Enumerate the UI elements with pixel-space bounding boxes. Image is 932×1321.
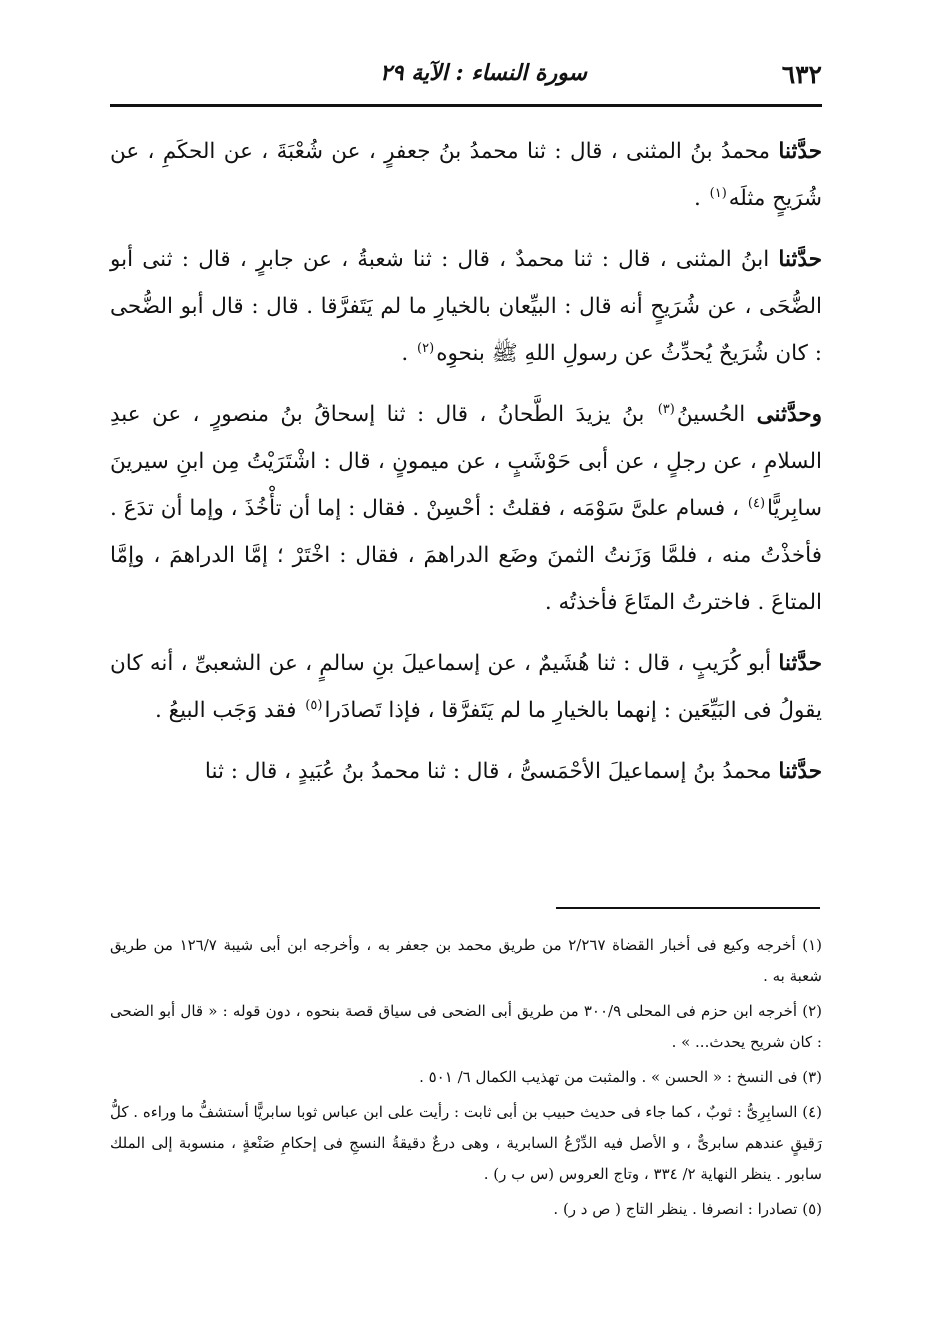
footnote-5: (٥) تصادرا : انصرفا . ينظر التاج ( ص د ر) . bbox=[553, 1200, 822, 1218]
header-rule bbox=[110, 104, 822, 107]
paragraph-1 bbox=[110, 128, 822, 222]
paragraph-lead: حدَّثنا bbox=[778, 651, 822, 676]
body-text bbox=[110, 128, 822, 809]
paragraph-text: ابنُ المثنى ، قال : ثنا محمدٌ ، قال : ثنا شعبةُ ، عن جابرٍ ، قال : ثنى أبو الضُّحَى ، عن شُرَيحٍ أنه قال : البيِّعان بالخيارِ ما لم يَتَفرَّقا . قال : قال أبو الضُّحى : كان شُرَيحٌ يُحدِّثُ عن رسولِ اللهِ ﷺ بنحوِه bbox=[110, 247, 822, 366]
footnote-3: (٣) فى النسخ : « الحسن » . والمثبت من تهذيب الكمال ٦/ ٥٠١ . bbox=[419, 1068, 822, 1086]
paragraph-text: محمدُ بنُ المثنى ، قال : ثنا محمدُ بنُ جعفرٍ ، عن شُعْبَةَ ، عن الحكَمِ ، عن شُرَيحٍ مثلَه bbox=[110, 139, 822, 211]
footnote-ref[interactable]: (٤) bbox=[747, 495, 766, 511]
paragraph-text: . bbox=[401, 341, 416, 366]
footnote-rule bbox=[556, 907, 820, 909]
footnote-4: (٤) السابِرِىُّ : ثوبٌ ، كما جاء فى حديث حبيب بن أبى ثابت : رأيت على ابن عباس ثوبا سابريًّا أستشفُّ ما وراءه . كلُّ رَقيقٍ عندهم سابرىٌّ ، و الأصل فيه الدِّرْعُ السابرية ، وهى درعٌ دقيقةُ النسجِ فى إحكامِ صَنْعةٍ ، منسوبة إلى الملك سابور . ينظر النهاية ٢/ ٣٣٤ ، وتاج العروس (س ب ر) . bbox=[110, 1103, 822, 1183]
footnote-ref[interactable]: (٢) bbox=[417, 340, 435, 356]
running-title: سورة النساء : الآية ٢٩ bbox=[379, 60, 587, 86]
paragraph-3 bbox=[110, 391, 822, 626]
paragraph-text: ، فسام علىَّ سَوْمَه ، فقلتُ : أحْسِنْ . فقال : إما أن تأْخُذَ ، وإما أن تدَعَ . فأخذْتُ منه ، فلمَّا وَزَنتُ الثمنَ وضَع الدراهمَ ، فقال : اخْتَرْ ؛ إمَّا الدراهمَ ، وإمَّا المتاعَ . فاخترتُ المتَاعَ فأخذتُه . bbox=[110, 496, 822, 615]
paragraph-lead: حدَّثنا bbox=[778, 139, 822, 164]
paragraph-5 bbox=[110, 748, 822, 795]
paragraph-text: فقد وَجَب البيعُ . bbox=[154, 698, 304, 723]
footnote-ref[interactable]: (٣) bbox=[657, 401, 675, 417]
footnotes bbox=[110, 930, 822, 1229]
paragraph-text: الحُسينُ bbox=[676, 402, 757, 427]
footnote-ref[interactable]: (٥) bbox=[305, 697, 323, 713]
page-number: ٦٣٢ bbox=[781, 60, 822, 89]
paragraph-lead: حدَّثنا bbox=[778, 759, 822, 784]
page-header bbox=[110, 54, 822, 98]
paragraph-lead: حدَّثنا bbox=[778, 247, 822, 272]
paragraph-2 bbox=[110, 236, 822, 377]
paragraph-4 bbox=[110, 640, 822, 734]
paragraph-text: بنُ يزيدَ الطَّحانُ ، قال : ثنا إسحاقُ بنُ منصورٍ ، عن عبدِ السلامِ ، عن رجلٍ ، عن أبى حَوْشَبٍ ، عن ميمونٍ ، قال : اشْتَرَيْتُ مِن ابنِ سيرينَ سابِريًّا bbox=[110, 402, 822, 521]
footnote-2: (٢) أخرجه ابن حزم فى المحلى ٣٠٠/٩ من طريق أبى الضحى فى سياق قصة بنحوه ، دون قوله : « قال أبو الضحى : كان شريح يحدث... » . bbox=[110, 1002, 823, 1051]
paragraph-text: . bbox=[693, 186, 708, 211]
footnote-ref[interactable]: (١) bbox=[709, 185, 727, 201]
footnote-1: (١) أخرجه وكيع فى أخبار القضاة ٢/٢٦٧ من طريق محمد بن جعفر به ، وأخرجه ابن أبى شيبة ١٢٦/٧ من طريق شعبة به . bbox=[110, 936, 823, 985]
paragraph-text: أبو كُرَيبٍ ، قال : ثنا هُشَيمٌ ، عن إسماعيلَ بنِ سالمٍ ، عن الشعبىِّ ، أنه كان يقولُ فى البَيِّعَين : إنهما بالخيارِ ما لم يَتَفرَّقا ، فإذا تَصادَرا bbox=[110, 651, 822, 723]
paragraph-text: محمدُ بنُ إسماعيلَ الأحْمَسىُّ ، قال : ثنا محمدُ بنُ عُبَيدٍ ، قال : ثنا bbox=[204, 759, 779, 784]
paragraph-lead: وحدَّثنى bbox=[756, 402, 822, 427]
